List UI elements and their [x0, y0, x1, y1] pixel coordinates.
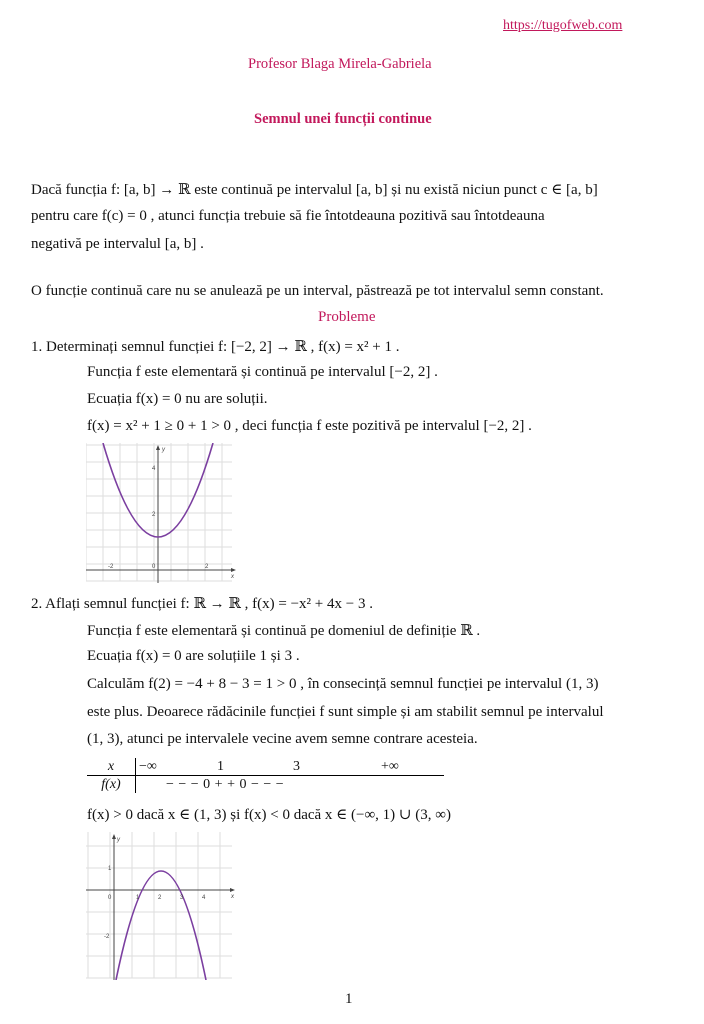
graph-1-tick-2y: 2: [152, 512, 156, 518]
problem-1-step-3: f(x) = x² + 1 ≥ 0 + 1 > 0 , deci funcția f este pozitivă pe intervalul [−2, 2] .: [87, 418, 532, 434]
sign-table-x-3: 3: [290, 758, 378, 776]
graph-2-tick-x2: 2: [158, 895, 162, 901]
source-url[interactable]: https://tugofweb.com: [503, 18, 623, 33]
problem-1-statement: 1. Determinați semnul funcției f: [−2, 2] → ℝ , f(x) = x² + 1 .: [31, 339, 400, 355]
graph-2-tick-x3: 3: [180, 895, 184, 901]
graph-2-tick-x1: 1: [136, 895, 140, 901]
sign-table-fx-label: f(x): [87, 776, 136, 794]
problem-1-step-2: Ecuația f(x) = 0 nu are soluții.: [87, 391, 268, 407]
graph-1-grid: [86, 443, 232, 581]
intro-line-1: Dacă funcția f: [a, b] → ℝ este continuă pe intervalul [a, b] și nu există niciun punct c ∈ [a, b]: [31, 182, 598, 198]
graph-1-tick-neg2: -2: [108, 564, 114, 570]
problem-2-step-5: (1, 3), atunci pe intervalele vecine avem semne contrare acesteia.: [87, 731, 478, 747]
graph-1-y-arrow-icon: [156, 445, 160, 450]
graph-2-grid: [86, 832, 232, 978]
problem-2-step-2: Ecuația f(x) = 0 are soluțiile 1 și 3 .: [87, 648, 300, 664]
graph-2-parabola: [116, 871, 206, 980]
problem-1-graph: [86, 443, 238, 583]
sign-table-x-pos-inf: +∞: [378, 758, 444, 776]
problem-2-step-1: Funcția f este elementară și continuă pe domeniul de definiție ℝ .: [87, 623, 481, 639]
problem-2-graph: [86, 832, 238, 980]
sign-table-x-label: x: [87, 758, 136, 776]
page-title: Semnul unei funcții continue: [254, 111, 432, 127]
page-number: 1: [345, 991, 353, 1007]
graph-2-y-label: y: [117, 837, 120, 843]
problem-1-step-1: Funcția f este elementară și continuă pe intervalul [−2, 2] .: [87, 364, 438, 380]
sign-table: [87, 758, 444, 793]
intro-line-3: negativă pe intervalul [a, b] .: [31, 236, 204, 252]
graph-1-tick-2x: 2: [205, 564, 209, 570]
graph-1-tick-4: 4: [152, 466, 156, 472]
problem-2-statement: 2. Aflați semnul funcției f: ℝ → ℝ , f(x) = −x² + 4x − 3 .: [31, 596, 373, 612]
sign-table-x-1: 1: [214, 758, 290, 776]
intro-line-2: pentru care f(c) = 0 , atunci funcția trebuie să fie întotdeauna pozitivă sau întotdeauna: [31, 208, 545, 224]
graph-2-tick-neg2: -2: [104, 934, 110, 940]
author-name: Profesor Blaga Mirela-Gabriela: [248, 56, 432, 72]
graph-1-tick-0: 0: [152, 564, 156, 570]
graph-2-y-arrow-icon: [112, 834, 116, 839]
problem-2-conclusion: f(x) > 0 dacă x ∈ (1, 3) și f(x) < 0 dacă x ∈ (−∞, 1) ∪ (3, ∞): [87, 807, 451, 823]
graph-1-x-arrow-icon: [231, 568, 236, 572]
graph-1-y-label: y: [162, 447, 165, 453]
intro-line-4: O funcție continuă care nu se anulează pe un interval, păstrează pe tot intervalul semn constant.: [31, 283, 604, 299]
sign-table-sign-row: − − − 0 + + 0 − − −: [166, 776, 285, 792]
graph-2-tick-y1: 1: [108, 866, 112, 872]
graph-1-x-label: x: [231, 574, 234, 580]
problem-2-step-3: Calculăm f(2) = −4 + 8 − 3 = 1 > 0 , în consecință semnul funcției pe intervalul (1, 3): [87, 676, 599, 692]
section-title: Probleme: [318, 309, 376, 325]
problem-2-step-4: este plus. Deoarece rădăcinile funcției f sunt simple și am stabilit semnul pe intervalul: [87, 704, 604, 720]
graph-2-x-arrow-icon: [230, 888, 235, 892]
sign-table-x-neg-inf: −∞: [136, 758, 215, 776]
graph-2-x-label: x: [231, 894, 234, 900]
graph-2-tick-x4: 4: [202, 895, 206, 901]
graph-2-tick-0: 0: [108, 895, 112, 901]
